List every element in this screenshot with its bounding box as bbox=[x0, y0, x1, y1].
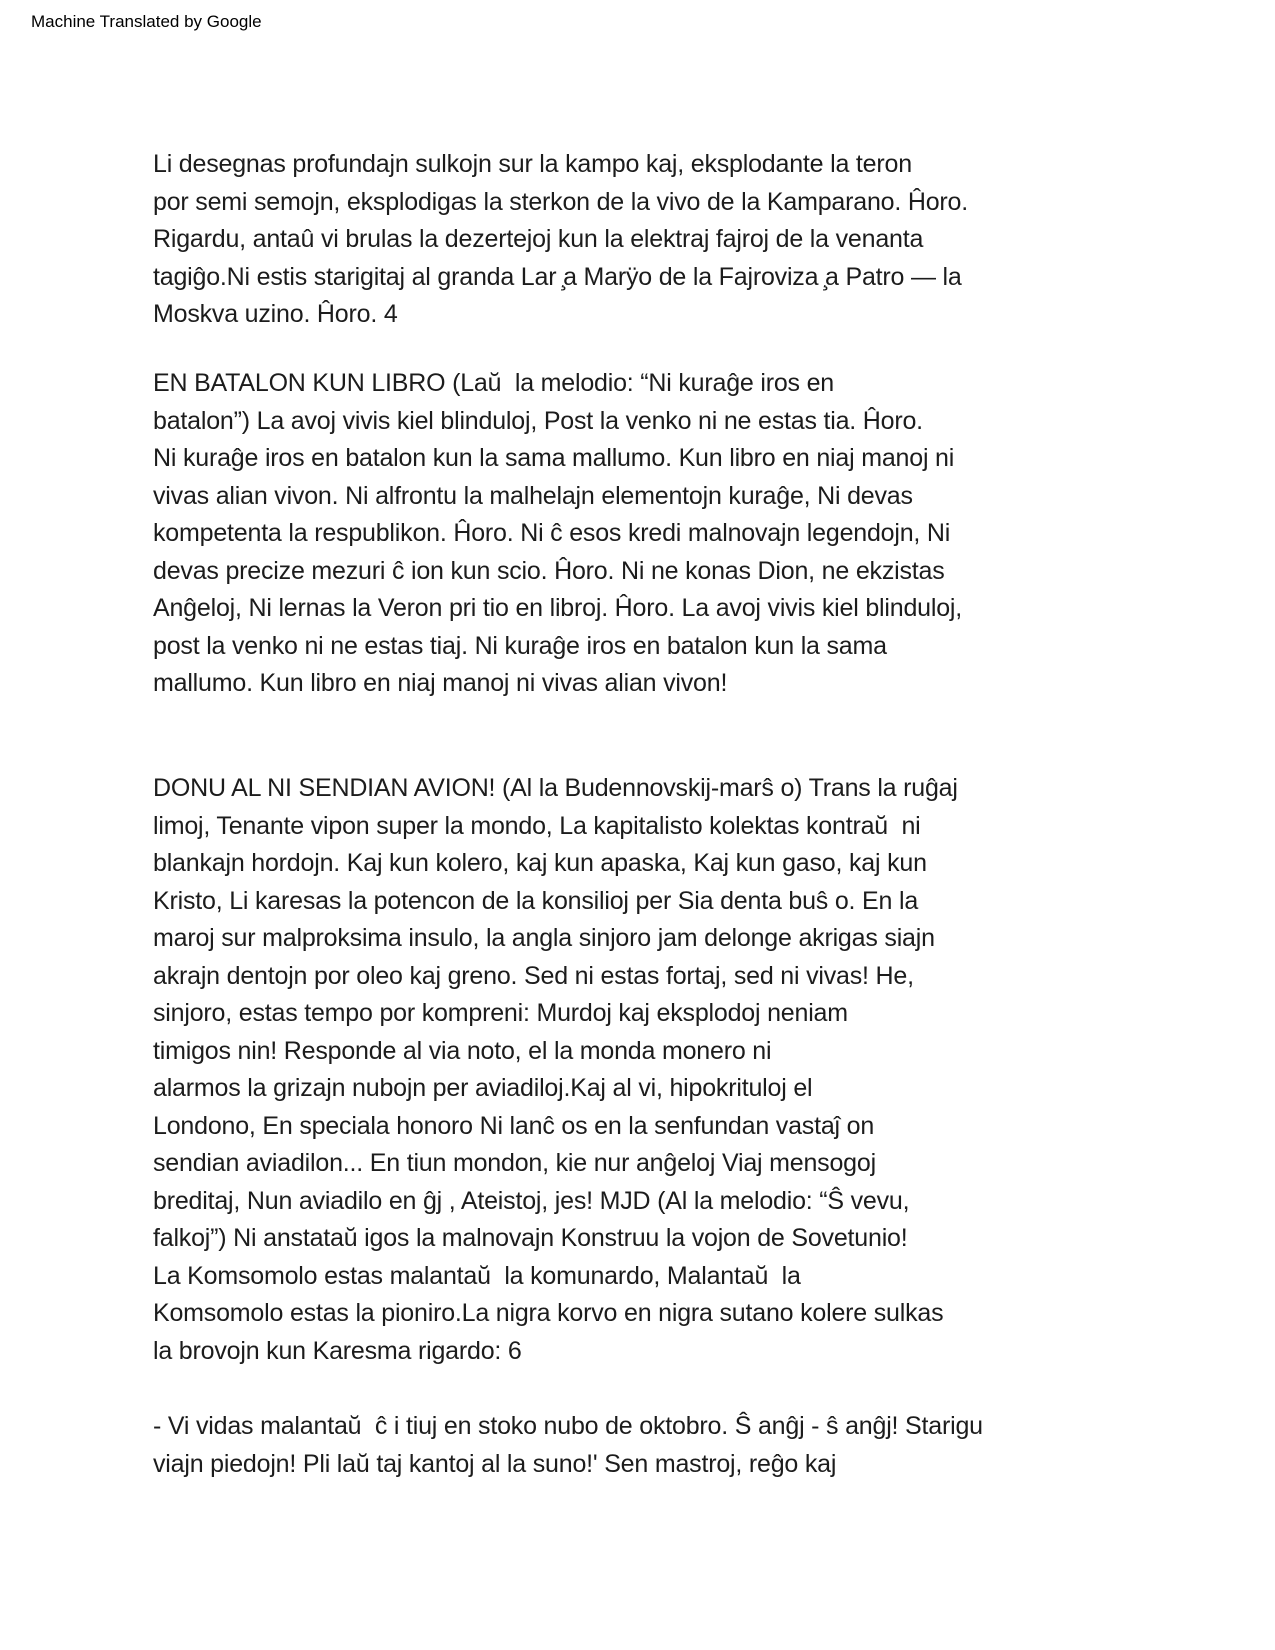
text-line: post la venko ni ne estas tiaj. Ni kuraĝe iros en batalon kun la sama bbox=[153, 631, 887, 660]
text-line: DONU AL NI SENDIAN AVION! (Al la Budennovskij-marŝ o) Trans la ruĝaj bbox=[153, 774, 958, 802]
text-line: kompetenta la respublikon. Ĥoro. Ni ĉ esos kredi malnovajn legendojn, Ni bbox=[153, 519, 951, 547]
paragraph-3 bbox=[153, 770, 1083, 1370]
text-line: sinjoro, estas tempo por kompreni: Murdoj kaj eksplodoj neniam bbox=[153, 999, 848, 1027]
text-line: maroj sur malproksima insulo, la angla sinjoro jam delonge akrigas siajn bbox=[153, 924, 935, 952]
text-line: batalon”) La avoj vivis kiel blinduloj, Post la venko ni ne estas tia. Ĥoro. bbox=[153, 406, 923, 435]
text-line: Ni kuraĝe iros en batalon kun la sama mallumo. Kun libro en niaj manoj ni bbox=[153, 444, 955, 472]
paragraph-2 bbox=[153, 365, 1083, 703]
text-line: falkoj”) Ni anstataŭ igos la malnovajn Konstruu la vojon de Sovetunio! bbox=[153, 1224, 908, 1252]
text-line: Rigardu, antaû vi brulas la dezertejoj kun la elektraj fajroj de la venanta bbox=[153, 225, 924, 253]
text-line: Moskva uzino. Ĥoro. 4 bbox=[153, 300, 398, 328]
paragraph-1 bbox=[153, 146, 1083, 334]
text-line: por semi semojn, eksplodigas la sterkon de la vivo de la Kamparano. Ĥoro. bbox=[153, 187, 968, 216]
text-line: limoj, Tenante vipon super la mondo, La kapitalisto kolektas kontraŭ ni bbox=[153, 811, 921, 840]
text-line: la brovojn kun Karesma rigardo: 6 bbox=[153, 1336, 522, 1365]
text-line: sendian aviadilon... En tiun mondon, kie nur anĝeloj Viaj mensogoj bbox=[153, 1149, 876, 1177]
text-line: alarmos la grizajn nubojn per aviadiloj.Kaj al vi, hipokrituloj el bbox=[153, 1074, 813, 1102]
text-line: akrajn dentojn por oleo kaj greno. Sed ni estas fortaj, sed ni vivas! He, bbox=[153, 961, 914, 990]
text-line: La Komsomolo estas malantaŭ la komunardo, Malantaŭ la bbox=[153, 1261, 801, 1290]
text-line: tagiĝo.Ni estis starigitaj al granda Lar ̧a Marÿo de la Fajroviza ̧a Patro — la bbox=[153, 262, 962, 291]
text-line: Londono, En speciala honoro Ni lanĉ os en la senfundan vastaĵ on bbox=[153, 1111, 875, 1140]
text-line: blankajn hordojn. Kaj kun kolero, kaj kun apaska, Kaj kun gaso, kaj kun bbox=[153, 849, 927, 877]
text-line: - Vi vidas malantaŭ ĉ i tiuj en stoko nubo de oktobro. Ŝ anĝj - ŝ anĝj! Starigu bbox=[153, 1412, 983, 1440]
paragraph-4 bbox=[153, 1408, 1083, 1483]
text-line: Komsomolo estas la pioniro.La nigra korvo en nigra sutano kolere sulkas bbox=[153, 1299, 944, 1327]
text-line: Anĝeloj, Ni lernas la Veron pri tio en libroj. Ĥoro. La avoj vivis kiel blinduloj, bbox=[153, 594, 963, 622]
text-line: devas precize mezuri ĉ ion kun scio. Ĥoro. Ni ne konas Dion, ne ekzistas bbox=[153, 556, 945, 585]
text-line: Kristo, Li karesas la potencon de la konsilioj per Sia denta buŝ o. En la bbox=[153, 886, 919, 915]
text-line: EN BATALON KUN LIBRO (Laŭ la melodio: “Ni kuraĝe iros en bbox=[153, 369, 834, 397]
machine-translated-watermark: Machine Translated by Google bbox=[31, 12, 262, 31]
text-line: breditaj, Nun aviadilo en ĝj , Ateistoj, jes! MJD (Al la melodio: “Ŝ vevu, bbox=[153, 1186, 910, 1215]
text-line: vivas alian vivon. Ni alfrontu la malhelajn elementojn kuraĝe, Ni devas bbox=[153, 481, 913, 510]
text-line: viajn piedojn! Pli laŭ taj kantoj al la suno!' Sen mastroj, reĝo kaj bbox=[153, 1449, 837, 1478]
text-line: mallumo. Kun libro en niaj manoj ni vivas alian vivon! bbox=[153, 669, 728, 697]
text-line: timigos nin! Responde al via noto, el la monda monero ni bbox=[153, 1036, 772, 1065]
text-line: Li desegnas profundajn sulkojn sur la kampo kaj, eksplodante la teron bbox=[153, 150, 912, 178]
